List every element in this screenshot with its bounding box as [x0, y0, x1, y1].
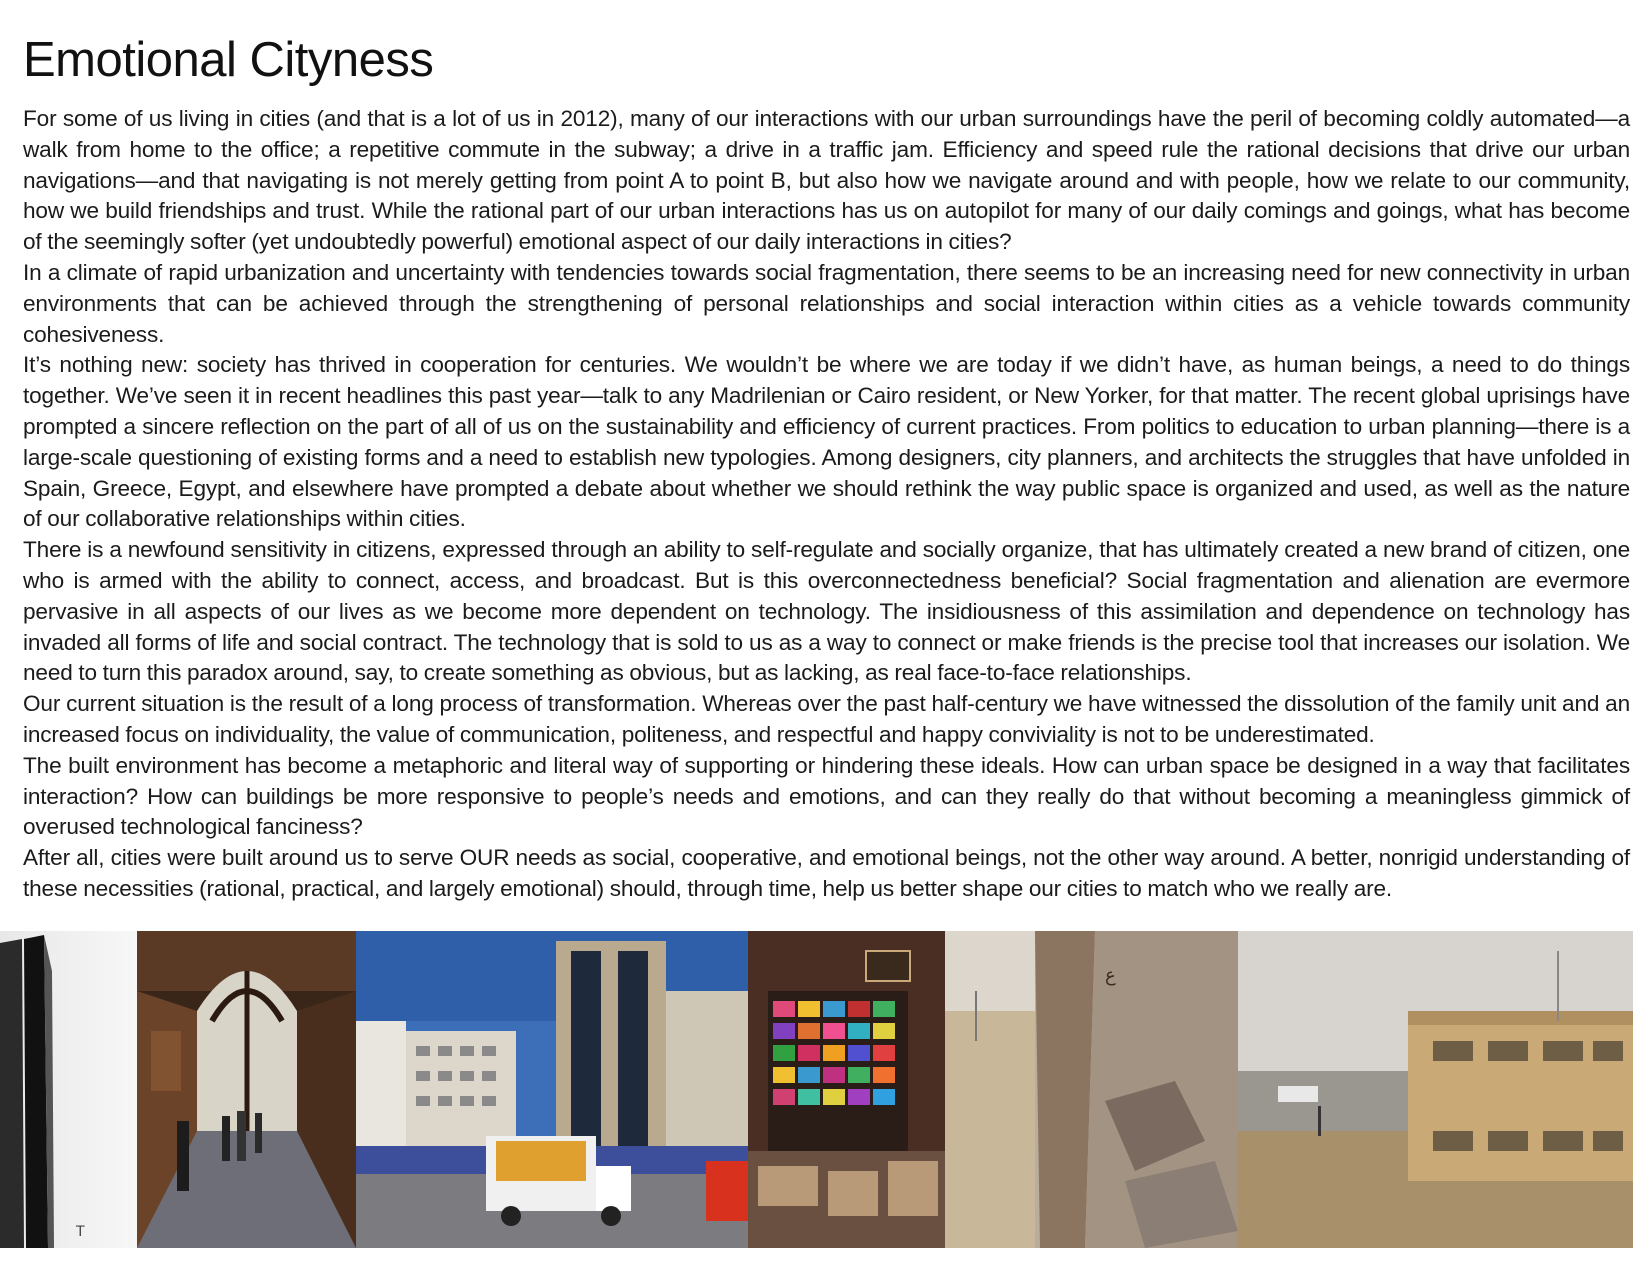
desert-building-photo	[1238, 931, 1633, 1248]
paragraph: In a climate of rapid urbanization and uncertainty with tendencies towards social fragmentation, there seems to be an increasing need for new connectivity in urban environments that can be achieved through the strengthening of personal relationships and social interaction within cities as a vehicle towards community cohesiveness.	[23, 259, 1630, 347]
paragraph: After all, cities were built around us to serve OUR needs as social, cooperative, and emotional beings, not the other way around. A better, nonrigid understanding of these necessities (rational, practical, and largely emotional) should, through time, help us better shape our cities to match who we really are.	[23, 845, 1630, 901]
weathered-wall-photo	[945, 931, 1238, 1248]
page-title: Emotional Cityness	[23, 33, 434, 87]
slipper-market-photo	[748, 931, 945, 1248]
svg-text:ﻉ: ﻉ	[1105, 965, 1116, 986]
monolith-photo	[0, 931, 137, 1248]
souk-arcade-photo	[137, 931, 356, 1248]
street-buildings-photo	[356, 931, 748, 1248]
paragraph: Our current situation is the result of a long process of transformation. Whereas over the past half-century we have witnessed the dissolution of the family unit and an increased focus on individuality, the value of communication, politeness, and respectful and happy conviviality is not to be underestimated.	[23, 691, 1630, 747]
paragraph: For some of us living in cities (and that is a lot of us in 2012), many of our interactions with our urban surroundings have the peril of becoming coldly automated—a walk from home to the office; a repetitive commute in the subway; a drive in a traffic jam. Efficiency and speed rule the rational decisions that drive our urban navigations—and that navigating is not merely getting from point A to point B, but also how we navigate around and with people, how we relate to our community, how we build friendships and trust. While the rational part of our urban interactions has us on autopilot for many of our daily comings and goings, what has become of the seemingly softer (yet undoubtedly powerful) emotional aspect of our daily interactions in cities?	[23, 106, 1630, 255]
svg-text:T: T	[76, 1224, 85, 1240]
paragraph: It’s nothing new: society has thrived in cooperation for centuries. We wouldn’t be where we are today if we didn’t have, as human beings, a need to do things together. We’ve seen it in recent headlines this past year—talk to any Madrilenian or Cairo resident, or New Yorker, for that matter. The recent global uprisings have prompted a sincere reflection on the part of all of us on the sustainability and efficiency of current practices. From politics to education to urban planning—there is a large-scale questioning of existing forms and a need to establish new typologies. Among designers, city planners, and architects the struggles that have unfolded in Spain, Greece, Egypt, and elsewhere have prompted a debate about whether we should rethink the way public space is organized and used, as well as the nature of our collaborative relationships within cities.	[23, 352, 1630, 532]
paragraph: The built environment has become a metaphoric and literal way of supporting or hindering these ideals. How can urban space be designed in a way that facilitates interaction? How can buildings be more responsive to people’s needs and emotions, and can they really do that without becoming a meaningless gimmick of overused technological fanciness?	[23, 752, 1630, 840]
article-body	[23, 104, 1630, 905]
photo-collage	[0, 931, 1633, 1248]
paragraph: There is a newfound sensitivity in citizens, expressed through an ability to self-regulate and socially organize, that has ultimately created a new brand of citizen, one who is armed with the ability to connect, access, and broadcast. But is this overconnectedness beneficial? Social fragmentation and alienation are evermore pervasive in all aspects of our lives as we become more dependent on technology. The insidiousness of this assimilation and dependence on technology has invaded all forms of life and social contract. The technology that is sold to us as a way to connect or make friends is the precise tool that increases our isolation. We need to turn this paradox around, say, to create something as obvious, but as lacking, as real face-to-face relationships.	[23, 537, 1630, 686]
